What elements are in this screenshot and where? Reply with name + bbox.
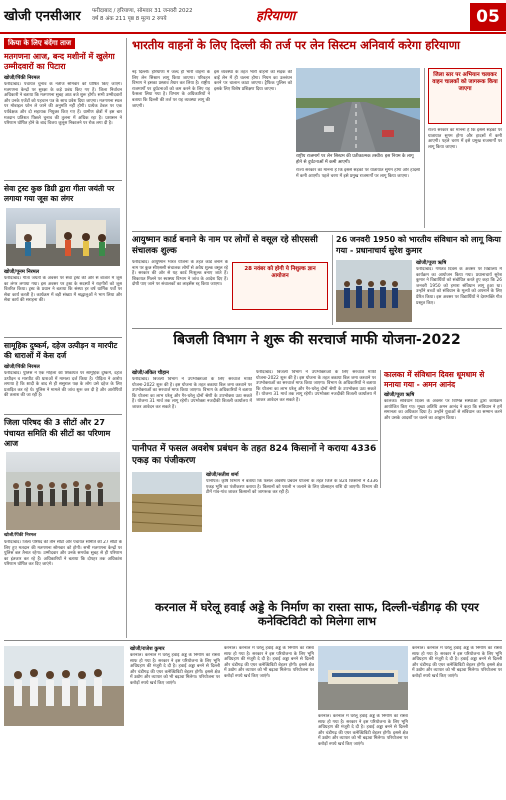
story8-byline: खोजी/पूजा ऋषि — [384, 392, 415, 398]
story1-body: फरीदाबाद। पंचायत चुनाव के नतीजे सोमवार को घोषित किए जाएंगे। मतगणना केन्द्रों पर सुरक्षा के कड़े प्रबंध किए गए हैं। जिला निर्वाचन अधिकारी ने बताया कि मतगणना सुबह आठ बजे शुरू होगी। सभी उम्मीदवारों और उनके एजेंटों को पहचान पत्र के साथ प्रवेश दिया जाएगा। मतगणना स्थल पर मोबाइल फोन ले जाने की अनुमति नहीं होगी। प्रत्येक टेबल पर एक पर्यवेक्षक और दो सहायक नियुक्त किए गए हैं। ग्रामीण क्षेत्रों में इस बार मतदान प्रतिशत पिछले चुनाव की तुलना में अधिक रहा है। प्रशासन ने परिणाम घोषित होने के बाद विजय जुलूस निकालने पर रोक लगा दी है। — [4, 82, 122, 127]
story2-headline: सेवा ट्रस्ट कुछ डिग्री द्वारा गीता जयंती पर लगाया गया जूस का लंगर — [4, 184, 115, 203]
story9-byline: खोजी/सतीश शर्मा — [206, 472, 239, 478]
story1-byline: खोजी/पिंकी निरमल — [4, 75, 40, 81]
story10-body-2: करनाल। करनाल में घरेलू हवाई अड्डे के निर्माण का रास्ता साफ हो गया है। सरकार ने इस परियोजना के लिए भूमि अधिग्रहण की मंजूरी दे दी है। हवाई अड्डा बनने से दिल्ली और चंडीगढ़ की एयर कनेक्टिविटी बेहतर होगी। इससे क्षेत्र में उद्योग और व्यापार को भी बढ़ावा मिलेगा। परियोजना पर करोड़ों रुपये खर्च किए जाएंगे। — [224, 646, 314, 679]
story4-photo-caption: खोजी/पिंकी निरमल — [4, 533, 37, 538]
story10-body-4: करनाल। करनाल में घरेलू हवाई अड्डे के निर्माण का रास्ता साफ हो गया है। सरकार ने इस परियोजना के लिए भूमि अधिग्रहण की मंजूरी दे दी है। हवाई अड्डा बनने से दिल्ली और चंडीगढ़ की एयर कनेक्टिविटी बेहतर होगी। इससे क्षेत्र में उद्योग और व्यापार को भी बढ़ावा मिलेगा। परियोजना पर करोड़ों रुपये खर्च किए जाएंगे। — [412, 646, 502, 679]
farm-photo — [132, 472, 202, 532]
lead-side-box: जिला स्तर पर अभियान चलाकर वाहन चालकों को जागरूक किया जाएगा — [428, 68, 502, 124]
story5-box: 28 नवंबर को होगी ये निशुल्क ज्ञान आयोजन — [232, 262, 328, 310]
story7-body-2: फरीदाबाद। बिजली विभाग ने उपभोक्ताओं के लिए सरचार्ज माफी योजना-2022 शुरू की है। इस योजना के तहत बकाया बिल जमा करवाने पर उपभोक्ताओं का सरचार्ज माफ किया जाएगा। विभाग के अधिकारियों ने बताया कि योजना का लाभ घरेलू और गैर-घरेलू दोनों श्रेणी के उपभोक्ता उठा सकते हैं। योजना 31 मार्च तक लागू रहेगी। उपभोक्ता नजदीकी बिजली कार्यालय में जाकर आवेदन कर सकते हैं। — [256, 370, 376, 403]
story2-body: फरीदाबाद। गीता जयंती के अवसर पर सेवा ट्रस्ट की ओर से बाजार में जूस का लंगर लगाया गया। इस अवसर पर ट्रस्ट के सदस्यों ने राहगीरों को जूस वितरित किया। ट्रस्ट के प्रधान ने बताया कि संस्था हर वर्ष धार्मिक पर्वों पर सेवा कार्य करती है। कार्यक्रम में बड़ी संख्या में श्रद्धालुओं ने भाग लिया और सेवा कार्य की सराहना की। — [4, 276, 122, 304]
story3-body: फरीदाबाद। पुलिस ने एक महिला की शिकायत पर सामूहिक दुष्कर्म, दहेज उत्पीड़न व मारपीट की धाराओं में मामला दर्ज किया है। पीड़िता ने आरोप लगाया है कि शादी के बाद से ही ससुराल पक्ष के लोग उसे दहेज के लिए प्रताड़ित कर रहे थे। पुलिस ने मामले की जांच शुरू कर दी है और आरोपियों की तलाश की जा रही है। — [4, 371, 122, 399]
page-number: 05 — [470, 3, 506, 31]
story10-body-3: करनाल। करनाल में घरेलू हवाई अड्डे के निर्माण का रास्ता साफ हो गया है। सरकार ने इस परियोजना के लिए भूमि अधिग्रहण की मंजूरी दे दी है। हवाई अड्डा बनने से दिल्ली और चंडीगढ़ की एयर कनेक्टिविटी बेहतर होगी। इससे क्षेत्र में उद्योग और व्यापार को भी बढ़ावा मिलेगा। परियोजना पर करोड़ों रुपये खर्च किए जाएंगे। — [318, 714, 408, 747]
story6-headline: 26 जनवरी 1950 को भारतीय संविधान को लागू किया गया - प्रधानाचार्य सुरेश कुमार — [336, 235, 501, 255]
story6-byline: खोजी/पूजा ऋषि — [416, 260, 447, 266]
story10-byline: खोजी/राजेश कुमार — [130, 646, 165, 652]
story3-headline: सामूहिक दुष्कर्म, दहेज उत्पीड़न व मारपीट की धाराओं में केस दर्ज — [4, 341, 118, 360]
story6-body: फरीदाबाद। गणतंत्र दिवस के अवसर पर विद्यालय में कार्यक्रम का आयोजन किया गया। प्रधानाचार्य सुरेश कुमार ने विद्यार्थियों को संबोधित करते हुए कहा कि 26 जनवरी 1950 को हमारा संविधान लागू हुआ था। उन्होंने बच्चों को संविधान के मूल्यों को अपनाने के लिए प्रेरित किया। इस अवसर पर विद्यार्थियों ने देशभक्ति गीत प्रस्तुत किए। — [416, 267, 502, 306]
lead-side-body: राज्य सरकार का मानना है कि इससे सड़कों पर यातायात सुगम होगा और हादसों में कमी आएगी। पहले चरण में इसे प्रमुख राजमार्गों पर लागू किया जाएगा। — [428, 128, 502, 150]
highway-photo — [296, 68, 420, 152]
story4-headline: जिला परिषद की 3 सीटों और 27 पंचायत समिति की सीटों का परिणाम आज — [4, 418, 111, 448]
trust-photo — [6, 208, 120, 266]
airport-photo — [318, 646, 408, 710]
lead-photo-caption: राष्ट्रीय राजमार्ग पर लेन सिस्टम की प्रतीकात्मक तस्वीर। इस नियम के लागू होने से दुर्घटनाओं में कमी आएगी। — [296, 154, 414, 165]
issue-meta: फरीदाबाद / हरियाणा, सोमवार 31 जनवरी 2022 वर्ष 8 अंक 211 पृष्ठ 8 मूल्य 2 रुपये — [92, 8, 193, 22]
story1-kicker: किया के लिए बंदेंगा ताज — [4, 38, 75, 49]
story5-headline: आयुष्मान कार्ड बनाने के नाम पर लोगों से वसूल रहे सीएससी संचालक शुल्क — [132, 235, 318, 256]
section-title: हरियाणा — [256, 9, 296, 24]
story1-headline: मतगणना आज, बन्द मशीनों में खुलेगा उम्मीदवारों का पिटारा — [4, 52, 115, 71]
story7-headline: बिजली विभाग ने शुरू की सरचार्ज माफी योजना-2022 — [173, 332, 461, 348]
story8-headline: कालका में संविधान दिवस धूमधाम से मनाया गया - अमन आनंद — [384, 370, 485, 389]
ceremony-photo — [4, 646, 124, 726]
school-photo — [336, 260, 412, 322]
lead-headline: भारतीय वाहनों के लिए दिल्ली की तर्ज पर लेन सिस्टम अनिवार्य करेगा हरियाणा — [132, 38, 460, 52]
lead-body-c: राज्य सरकार का मानना है कि इससे सड़कों पर यातायात सुगम होगा और हादसों में कमी आएगी। पहले चरण में इसे प्रमुख राजमार्गों पर लागू किया जाएगा। — [296, 168, 420, 179]
story8-body: कालका। संविधान दिवस के अवसर पर विभिन्न संस्थाओं द्वारा कार्यक्रम आयोजित किए गए। मुख्य अतिथि अमन आनंद ने कहा कि संविधान ने हमें समानता का अधिकार दिया है। उन्होंने युवाओं से संविधान का सम्मान करने और उसके आदर्शों पर चलने का आह्वान किया। — [384, 399, 502, 421]
story2-byline: खोजी/पूनम निरमल — [4, 269, 40, 275]
masthead — [0, 0, 506, 34]
lead-body-b: इस व्यवस्था के तहत भारी वाहनों को सड़क की बाईं लेन में ही चलना होगा। नियम का उल्लंघन करने पर चालान काटा जाएगा। ट्रैफिक पुलिस को इसके लिए विशेष प्रशिक्षण दिया जाएगा। — [214, 70, 292, 92]
story7-byline: खोजी/अंकित चौहान — [132, 370, 169, 376]
story9-body: पानीपत। कृषि विभाग ने बताया कि फसल अवशेष प्रबंधन योजना के तहत जिले के 824 किसानों ने 4336 एकड़ भूमि का पंजीकरण कराया है। किसानों को पराली न जलाने के लिए प्रोत्साहन राशि दी जाएगी। विभाग की टीमें गांव-गांव जाकर किसानों को जागरूक कर रही हैं। — [206, 479, 378, 496]
lead-body-a: नई दिल्ली। हरियाणा में जल्द ही भारी वाहनों के लिए लेन सिस्टम लागू किया जाएगा। परिवहन विभाग ने इसका प्रस्ताव तैयार कर लिया है। राष्ट्रीय राजमार्गों पर दुर्घटनाओं को कम करने के लिए यह फैसला लिया गया है। विभाग के अधिकारियों ने बताया कि दिल्ली की तर्ज पर यह व्यवस्था लागू की जाएगी। — [132, 70, 210, 109]
story3-byline: खोजी/पिंकी निरमल — [4, 364, 40, 370]
story10-body: करनाल। करनाल में घरेलू हवाई अड्डे के निर्माण का रास्ता साफ हो गया है। सरकार ने इस परियोजना के लिए भूमि अधिग्रहण की मंजूरी दे दी है। हवाई अड्डा बनने से दिल्ली और चंडीगढ़ की एयर कनेक्टिविटी बेहतर होगी। इससे क्षेत्र में उद्योग और व्यापार को भी बढ़ावा मिलेगा। परियोजना पर करोड़ों रुपये खर्च किए जाएंगे। — [130, 653, 220, 686]
story9-headline: पानीपत में फसल अवशेष प्रबंधन के तहत 824 किसानों ने कराया 4336 एकड़ का पंजीकरण — [132, 444, 377, 466]
story5-body: फरीदाबाद। आयुष्मान भारत योजना के तहत कार्ड बनाने के नाम पर कुछ सीएससी संचालक लोगों से अवैध शुल्क वसूल रहे हैं। सरकार की ओर से यह कार्ड निःशुल्क बनाए जाते हैं। शिकायत मिलने पर स्वास्थ्य विभाग ने जांच के आदेश दिए हैं। दोषी पाए जाने पर संचालकों का लाइसेंस रद्द किया जाएगा। — [132, 260, 228, 288]
story7-body: फरीदाबाद। बिजली विभाग ने उपभोक्ताओं के लिए सरचार्ज माफी योजना-2022 शुरू की है। इस योजना के तहत बकाया बिल जमा करवाने पर उपभोक्ताओं का सरचार्ज माफ किया जाएगा। विभाग के अधिकारियों ने बताया कि योजना का लाभ घरेलू और गैर-घरेलू दोनों श्रेणी के उपभोक्ता उठा सकते हैं। योजना 31 मार्च तक लागू रहेगी। उपभोक्ता नजदीकी बिजली कार्यालय में जाकर आवेदन कर सकते हैं। — [132, 377, 252, 410]
story4-body: फरीदाबाद। जिला परिषद की तीन सीटों और पंचायत समिति की 27 सीटों के लिए हुए मतदान की मतगणना सोमवार को होगी। सभी मतगणना केन्द्रों पर पुलिस बल तैनात रहेगा। उम्मीदवार और उनके समर्थक सुबह से ही परिणाम का इंतजार कर रहे हैं। अधिकारियों ने बताया कि दोपहर तक अधिकांश परिणाम घोषित कर दिए जाएंगे। — [4, 540, 122, 568]
brand-name: खोजी एनसीआर — [4, 9, 81, 24]
story10-headline: करनाल में घरेलू हवाई अड्डे के निर्माण का रास्ता साफ, दिल्ली-चंडीगढ़ की एयर कनेक्टिविटी को मिलेगा लाभ — [155, 600, 479, 628]
polling-photo — [6, 452, 120, 530]
